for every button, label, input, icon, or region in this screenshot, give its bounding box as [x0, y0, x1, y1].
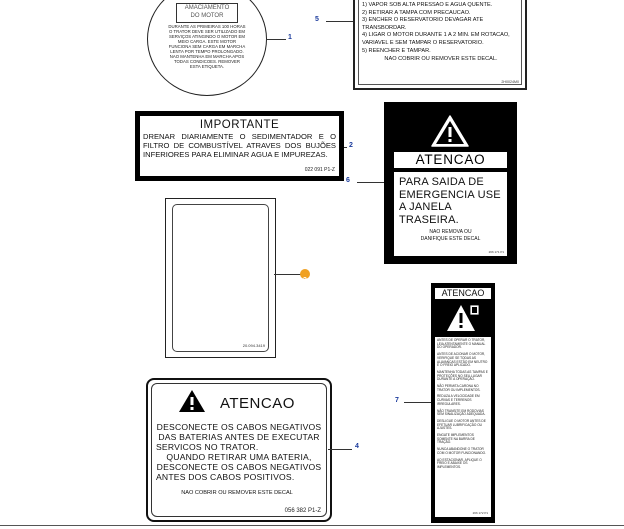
- decal-2-body: DRENAR DIARIAMENTE O SEDIMENTADOR E O FILTRO DE COMBUSTÍVEL ATRAVES DOS BUJÕES INFERIORES PARA ELIMINAR AGUA E IMPUREZAS.: [143, 132, 336, 159]
- decal-7-para-7: DESLIGUE O MOTOR ANTES DE EFETUAR LUBRIFICAÇÃO OU AJUSTES.: [437, 418, 486, 431]
- decal-7-panel: [435, 337, 491, 517]
- decal-4-body-line-1: DESCONECTE OS CABOS NEGATIVOS: [156, 422, 322, 432]
- decal-6-body: PARA SAIDA DE EMERGENCIA USE A JANELA TRASEIRA.: [399, 176, 501, 226]
- callout-4: 4: [355, 443, 359, 450]
- decal-5-radiator-warning: [353, 0, 527, 90]
- decal-6-panel: [394, 172, 507, 256]
- decal-5-step-1: 1) VAPOR SOB ALTA PRESSAO E AGUA QUENTE.: [362, 2, 493, 8]
- decal-5-step-4: 4) LIGAR O MOTOR DURANTE 1 A 2 MIN. EM ROTACAO, VARIAVEL E SEM TAMPAR O RESERVATORIO.: [362, 32, 510, 46]
- decal-7-code: 266 172 P1: [472, 511, 488, 515]
- callout-1: 1: [288, 34, 292, 41]
- decal-3-code: 20.094.3419: [242, 343, 265, 348]
- decal-4-footer: NAO COBRIR OU REMOVER ESTE DECAL: [181, 490, 293, 496]
- decal-4-code: 056 382 P1-Z: [284, 508, 321, 514]
- decal-6-code: 266 171 P1: [488, 250, 504, 254]
- leader-3: [274, 274, 301, 275]
- callout-6: 6: [346, 177, 350, 184]
- decal-4-body: [156, 422, 322, 482]
- warning-triangle-icon: [178, 389, 206, 413]
- decal-7-para-8: ENGATE IMPLEMENTOS SOMENTE NA BARRA DE TRAÇÃO.: [437, 433, 475, 445]
- decal-7-para-2: ANTES DE ACIONAR O MOTOR, VERIFIQUE SE TODAS AS ALAVANCAS ESTÃO EM NEUTRO E O FREIO APLICADO.: [437, 352, 488, 368]
- leader-5: [326, 21, 353, 22]
- decal-6-footer-line-2: DANIFIQUE ESTE DECAL: [420, 236, 481, 243]
- decal-7-para-4: NÃO PERMITA CARONA NO TRATOR OU IMPLEMENTOS.: [437, 384, 481, 392]
- decal-7-operating-instructions: [431, 283, 495, 523]
- decal-1-body: DURANTE AS PRIMEIRAS 100 HORAS O TRATOR DEVE SER UTILIZADO EM SERVIÇOS ATINGINDO O MOTOR EM MEIO CARGA. ESTE MOTOR FUNCIONA SEM CARGA EM MARCHA LENTA POR TEMPO PROLONGADO. NAO MANTENHA EM MARCHA APOS TODAS CONDICOES. REMOVER ESTA ETIQUETA.: [168, 24, 246, 69]
- decal-5-steps: [362, 2, 520, 64]
- callout-3: 3: [303, 277, 307, 284]
- callout-2: 2: [349, 142, 353, 149]
- leader-4: [328, 449, 352, 450]
- leader-2: [344, 147, 347, 148]
- decal-4-body-line-5: DESCONECTE OS CABOS NEGATIVOS: [156, 462, 322, 472]
- decal-4-heading: ATENCAO: [220, 395, 295, 412]
- leader-6: [357, 182, 384, 183]
- decal-7-heading: ATENCAO: [435, 288, 491, 299]
- decal-7-para-6: NÃO TRANSITE EM RODOVIAS SEM SINALIZAÇÃO ADEQUADA.: [437, 408, 486, 417]
- decal-1-title-line-2: DO MOTOR: [190, 13, 224, 19]
- decal-2-title: IMPORTANTE: [199, 119, 280, 131]
- decal-2-fuel-filter: [135, 111, 344, 181]
- callout-3-marker: [300, 269, 310, 284]
- decal-7-para-9: NUNCA ABANDONE O TRATOR COM O MOTOR FUNCIONANDO.: [437, 447, 486, 455]
- decal-5-step-5: 5) REENCHER E TAMPAR.: [362, 47, 431, 54]
- warning-triangle-icon: [430, 114, 470, 148]
- decal-1-title-line-1: AMACIAMENTO: [184, 5, 230, 11]
- decal-4-battery-warning: [146, 378, 332, 522]
- decal-4-body-line-3: SERVICOS NO TRATOR.: [156, 442, 259, 452]
- warning-manual-icon: [445, 303, 481, 333]
- decal-5-footer: NAO COBRIR OU REMOVER ESTE DECAL.: [384, 56, 498, 63]
- callout-7: 7: [395, 397, 399, 404]
- decal-5-step-2: 2) RETIRAR A TAMPA COM PRECAUCAO.: [362, 9, 471, 16]
- decal-7-para-3: MANTENHA TODAS AS TAMPAS E PROTEÇÕES NO SEU LUGAR DURANTE A OPERAÇÃO.: [437, 369, 488, 382]
- decal-3-blank-plate: [165, 198, 276, 358]
- callout-5: 5: [315, 16, 319, 23]
- decal-5-code: 2H0024M0: [501, 80, 519, 84]
- decal-4-body-line-2: DAS BATERIAS ANTES DE EXECUTAR: [158, 432, 320, 442]
- decal-1-engine-break-in: [147, 0, 267, 96]
- decal-7-para-1: ANTES DE OPERAR O TRATOR, LEIA ATENTAMENTE O MANUAL DO OPERADOR.: [437, 338, 486, 350]
- leader-1: [266, 39, 286, 40]
- decal-6-emergency-exit: [384, 102, 517, 264]
- decal-6-header: [394, 112, 507, 169]
- decal-5-step-3: 3) ENCHER O RESERVATORIO DEVAGAR ATE TRANSBORDAR.: [362, 17, 484, 31]
- decal-2-code: 022 091 P1-Z: [304, 167, 335, 173]
- decal-7-para-10: AO ESTACIONAR, APLIQUE O FREIO E ABAIXE OS IMPLEMENTOS.: [437, 457, 482, 469]
- decal-7-para-5: REDUZA A VELOCIDADE EM CURVAS E TERRENOS IRREGULARES.: [437, 394, 480, 406]
- decal-1-title-box: [176, 3, 238, 23]
- bottom-divider: [0, 525, 624, 526]
- decal-4-body-line-4: QUANDO RETIRAR UMA BATERIA,: [166, 452, 312, 462]
- decal-3-inner-frame: [172, 204, 269, 352]
- decal-6-heading: ATENCAO: [394, 152, 507, 168]
- decal-4-body-line-6: ANTES DOS CABOS POSITIVOS.: [156, 472, 295, 482]
- decal-6-footer-line-1: NAO REMOVA OU: [429, 229, 472, 236]
- leader-7: [404, 402, 431, 403]
